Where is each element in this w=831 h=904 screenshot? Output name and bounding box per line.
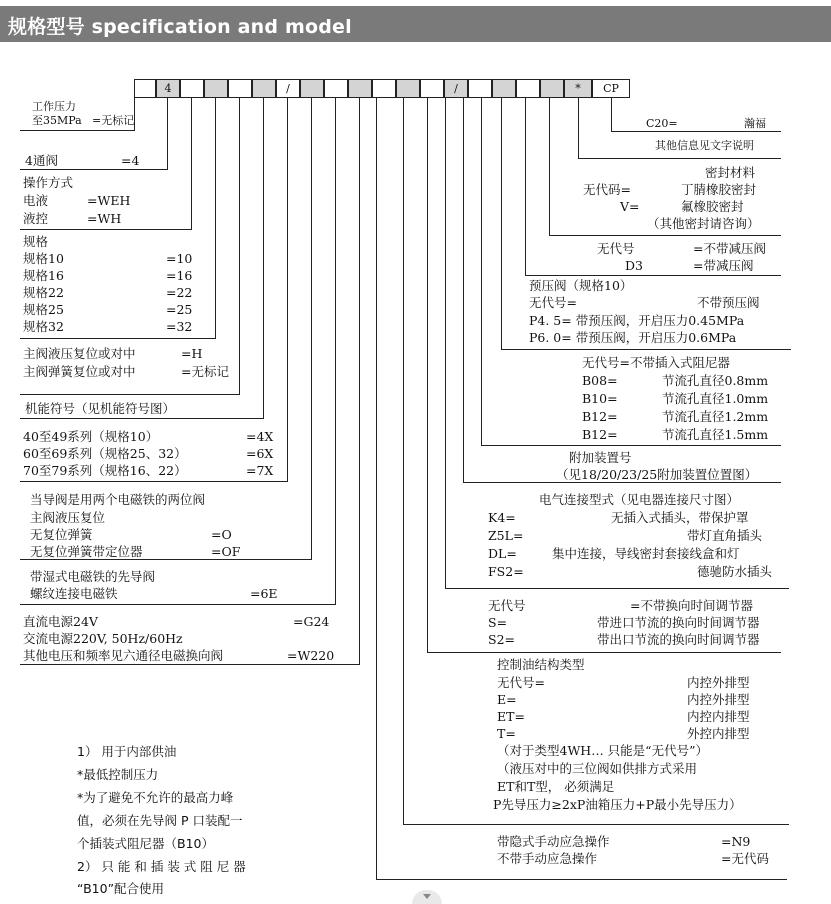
prevalve-a-label: 无代号= [529, 295, 577, 310]
code-box [156, 79, 180, 98]
twopos-a-value: =O [211, 527, 232, 542]
reset-a-value: =H [181, 346, 203, 361]
wet-value: =6E [250, 586, 278, 601]
operate-title: 操作方式 [23, 175, 74, 190]
size-row-value: =22 [166, 285, 193, 300]
code-box-label: / [286, 82, 290, 95]
elec-row: FS2= [488, 564, 524, 579]
chevron-down-icon [423, 894, 431, 899]
size-row: 规格32 [23, 319, 64, 334]
code-box [516, 79, 540, 98]
orifice-row: B12= [582, 427, 618, 442]
addon-note: （见18/20/23/25附加装置位置图） [556, 467, 758, 482]
orifice-row-value: 节流孔直径0.8mm [662, 373, 769, 388]
seal-a-value: 丁腈橡胶密封 [681, 182, 757, 197]
elec-row-value: 德驰防水插头 [697, 564, 773, 579]
manual-a-label: 带隐式手动应急操作 [497, 834, 610, 849]
note-line-4: 值，必须在先导阀 P 口装配一 [77, 813, 243, 828]
oil-row-value: 内控外排型 [687, 692, 750, 707]
code-box [252, 79, 276, 98]
size-row-value: =32 [166, 319, 193, 334]
c20-label: C20= [646, 117, 678, 130]
code-box [180, 79, 204, 98]
reduce-b-label: D3 [625, 258, 643, 273]
code-box [134, 79, 156, 98]
way-label: 4通阀 [25, 153, 58, 168]
oil-row: 无代号= [497, 675, 545, 690]
power-b-label: 交流电源220V, 50Hz/60Hz [23, 631, 183, 646]
oil-note-2: （液压对中的三位阀如供排方式采用 [497, 761, 698, 776]
size-row-value: =25 [166, 302, 193, 317]
power-a-label: 直流电源24V [23, 614, 98, 629]
manual-b-label: 不带手动应急操作 [497, 851, 598, 866]
seal-b-value: 氟橡胶密封 [681, 199, 744, 214]
elec-row-value: 带灯直角插头 [687, 528, 763, 543]
code-box [204, 79, 228, 98]
twopos-line-2: 主阀液压复位 [30, 510, 106, 525]
pressure-value: =无标记 [92, 114, 135, 127]
scroll-down-button[interactable] [412, 890, 442, 904]
prevalve-title: 预压阀（规格10） [529, 278, 633, 293]
series-row-value: =4X [246, 429, 274, 444]
power-c-value: =W220 [287, 648, 335, 663]
seal-a-label: 无代码= [583, 182, 631, 197]
code-box-label: * [575, 82, 581, 95]
code-box-label: CP [603, 82, 619, 95]
code-box-label: / [454, 82, 458, 95]
section-header [0, 6, 831, 42]
seal-note: （其他密封请咨询） [647, 216, 760, 231]
series-row: 40至49系列（规格10） [23, 429, 159, 444]
size-row: 规格22 [23, 285, 64, 300]
code-box-label: 4 [164, 82, 172, 95]
switch-row: S2= [488, 632, 515, 647]
prevalve-c: P6. 0= 带预压阀，开启压力0.6MPa [529, 330, 737, 345]
size-row-value: =10 [166, 251, 193, 266]
operate-b-label: 液控 [23, 211, 49, 226]
code-box [564, 79, 592, 98]
orifice-title: 无代号=不带插入式阻尼器 [582, 355, 730, 370]
pressure-label-1: 工作压力 [32, 100, 76, 113]
oil-note-1: （对于类型4WH… 只能是“无代号”） [497, 743, 708, 758]
code-box [372, 79, 396, 98]
reduce-a-value: =不带减压阀 [693, 241, 766, 256]
power-c-label: 其他电压和频率见六通径电磁换向阀 [23, 648, 224, 663]
note-line-5: 个插装式阻尼器（B10） [77, 836, 214, 851]
note-line-6: 2） 只 能 和 插 装 式 阻 尼 器 [77, 859, 246, 874]
code-box [492, 79, 516, 98]
orifice-row: B08= [582, 373, 618, 388]
size-row: 规格16 [23, 268, 64, 283]
operate-b-value: =WH [87, 211, 122, 226]
switch-row-value: 带进口节流的换向时间调节器 [597, 615, 760, 630]
code-box [592, 79, 630, 98]
twopos-b-value: =OF [211, 544, 241, 559]
oil-row-value: 内控内排型 [687, 709, 750, 724]
note-line-7: “B10”配合使用 [77, 881, 165, 896]
code-box [468, 79, 492, 98]
oil-row-value: 内控外排型 [687, 675, 750, 690]
prevalve-b: P4. 5= 带预压阀，开启压力0.45MPa [529, 313, 745, 328]
oil-row-value: 外控内排型 [687, 726, 750, 741]
series-row: 60至69系列（规格25、32） [23, 446, 187, 461]
seal-b-label: V= [620, 199, 640, 214]
wet-line-2: 螺纹连接电磁铁 [30, 586, 118, 601]
wet-line-1: 带湿式电磁铁的先导阀 [30, 569, 156, 584]
reset-a-label: 主阀液压复位或对中 [23, 346, 136, 361]
oil-note-3: ET和T型， 必须满足 [497, 779, 615, 794]
note-line-3: *为了避免不允许的最高力峰 [77, 790, 234, 805]
switch-row: 无代号 [488, 598, 526, 613]
code-box [228, 79, 252, 98]
reduce-a-label: 无代号 [597, 241, 635, 256]
manual-a-value: =N9 [721, 834, 751, 849]
reduce-b-value: =带减压阀 [693, 258, 754, 273]
code-box [444, 79, 468, 98]
section-title: 规格型号 specification and model [8, 16, 352, 38]
switch-row: S= [488, 615, 508, 630]
elec-row: Z5L= [488, 528, 524, 543]
note-line-1: 1） 用于内部供油 [77, 744, 177, 759]
addon-title: 附加装置号 [569, 450, 632, 465]
pressure-label-2: 至35MPa [32, 114, 82, 127]
size-row: 规格25 [23, 302, 64, 317]
info-note: 其他信息见文字说明 [655, 139, 754, 152]
elec-title: 电气连接型式（见电器连接尺寸图） [539, 492, 740, 507]
twopos-b-label: 无复位弹簧带定位器 [30, 544, 143, 559]
note-line-2: *最低控制压力 [77, 767, 159, 782]
operate-a-value: =WEH [87, 193, 131, 208]
c20-value: 瀚福 [744, 117, 766, 130]
orifice-row: B10= [582, 391, 618, 406]
orifice-row-value: 节流孔直径1.0mm [662, 391, 769, 406]
switch-row-value: =不带换向时间调节器 [630, 598, 753, 613]
manual-b-value: =无代码 [721, 851, 769, 866]
oil-note-4: P先导压力≥2xP油箱压力+P最小先导压力） [493, 797, 742, 812]
series-row: 70至79系列（规格16、22） [23, 463, 187, 478]
orifice-row-value: 节流孔直径1.5mm [662, 427, 769, 442]
symbol-label: 机能符号（见机能符号图） [25, 401, 176, 416]
size-row-value: =16 [166, 268, 193, 283]
orifice-row-value: 节流孔直径1.2mm [662, 409, 769, 424]
code-box [420, 79, 444, 98]
code-box [276, 79, 300, 98]
way-value: =4 [121, 153, 140, 168]
reset-b-label: 主阀弹簧复位或对中 [23, 364, 136, 379]
switch-row-value: 带出口节流的换向时间调节器 [597, 632, 760, 647]
operate-a-label: 电液 [23, 193, 49, 208]
code-box [396, 79, 420, 98]
code-box [300, 79, 324, 98]
oil-title: 控制油结构类型 [497, 657, 585, 672]
prevalve-a-value: 不带预压阀 [697, 295, 760, 310]
code-box [348, 79, 372, 98]
series-row-value: =7X [246, 463, 274, 478]
power-a-value: =G24 [293, 614, 330, 629]
twopos-line-1: 当导阀是用两个电磁铁的两位阀 [30, 492, 206, 507]
series-row-value: =6X [246, 446, 274, 461]
code-box [324, 79, 348, 98]
orifice-row: B12= [582, 409, 618, 424]
size-title: 规格 [23, 234, 49, 249]
elec-row-value: 集中连接，导线密封套接线盒和灯 [552, 546, 740, 561]
oil-row: T= [497, 726, 516, 741]
code-box [540, 79, 564, 98]
seal-title: 密封材料 [705, 165, 756, 180]
elec-row: K4= [488, 510, 516, 525]
size-row: 规格10 [23, 251, 64, 266]
oil-row: ET= [497, 709, 525, 724]
reset-b-value: =无标记 [181, 364, 229, 379]
oil-row: E= [497, 692, 517, 707]
twopos-a-label: 无复位弹簧 [30, 527, 93, 542]
elec-row-value: 无插入式插头，带保护罩 [611, 510, 749, 525]
elec-row: DL= [488, 546, 517, 561]
